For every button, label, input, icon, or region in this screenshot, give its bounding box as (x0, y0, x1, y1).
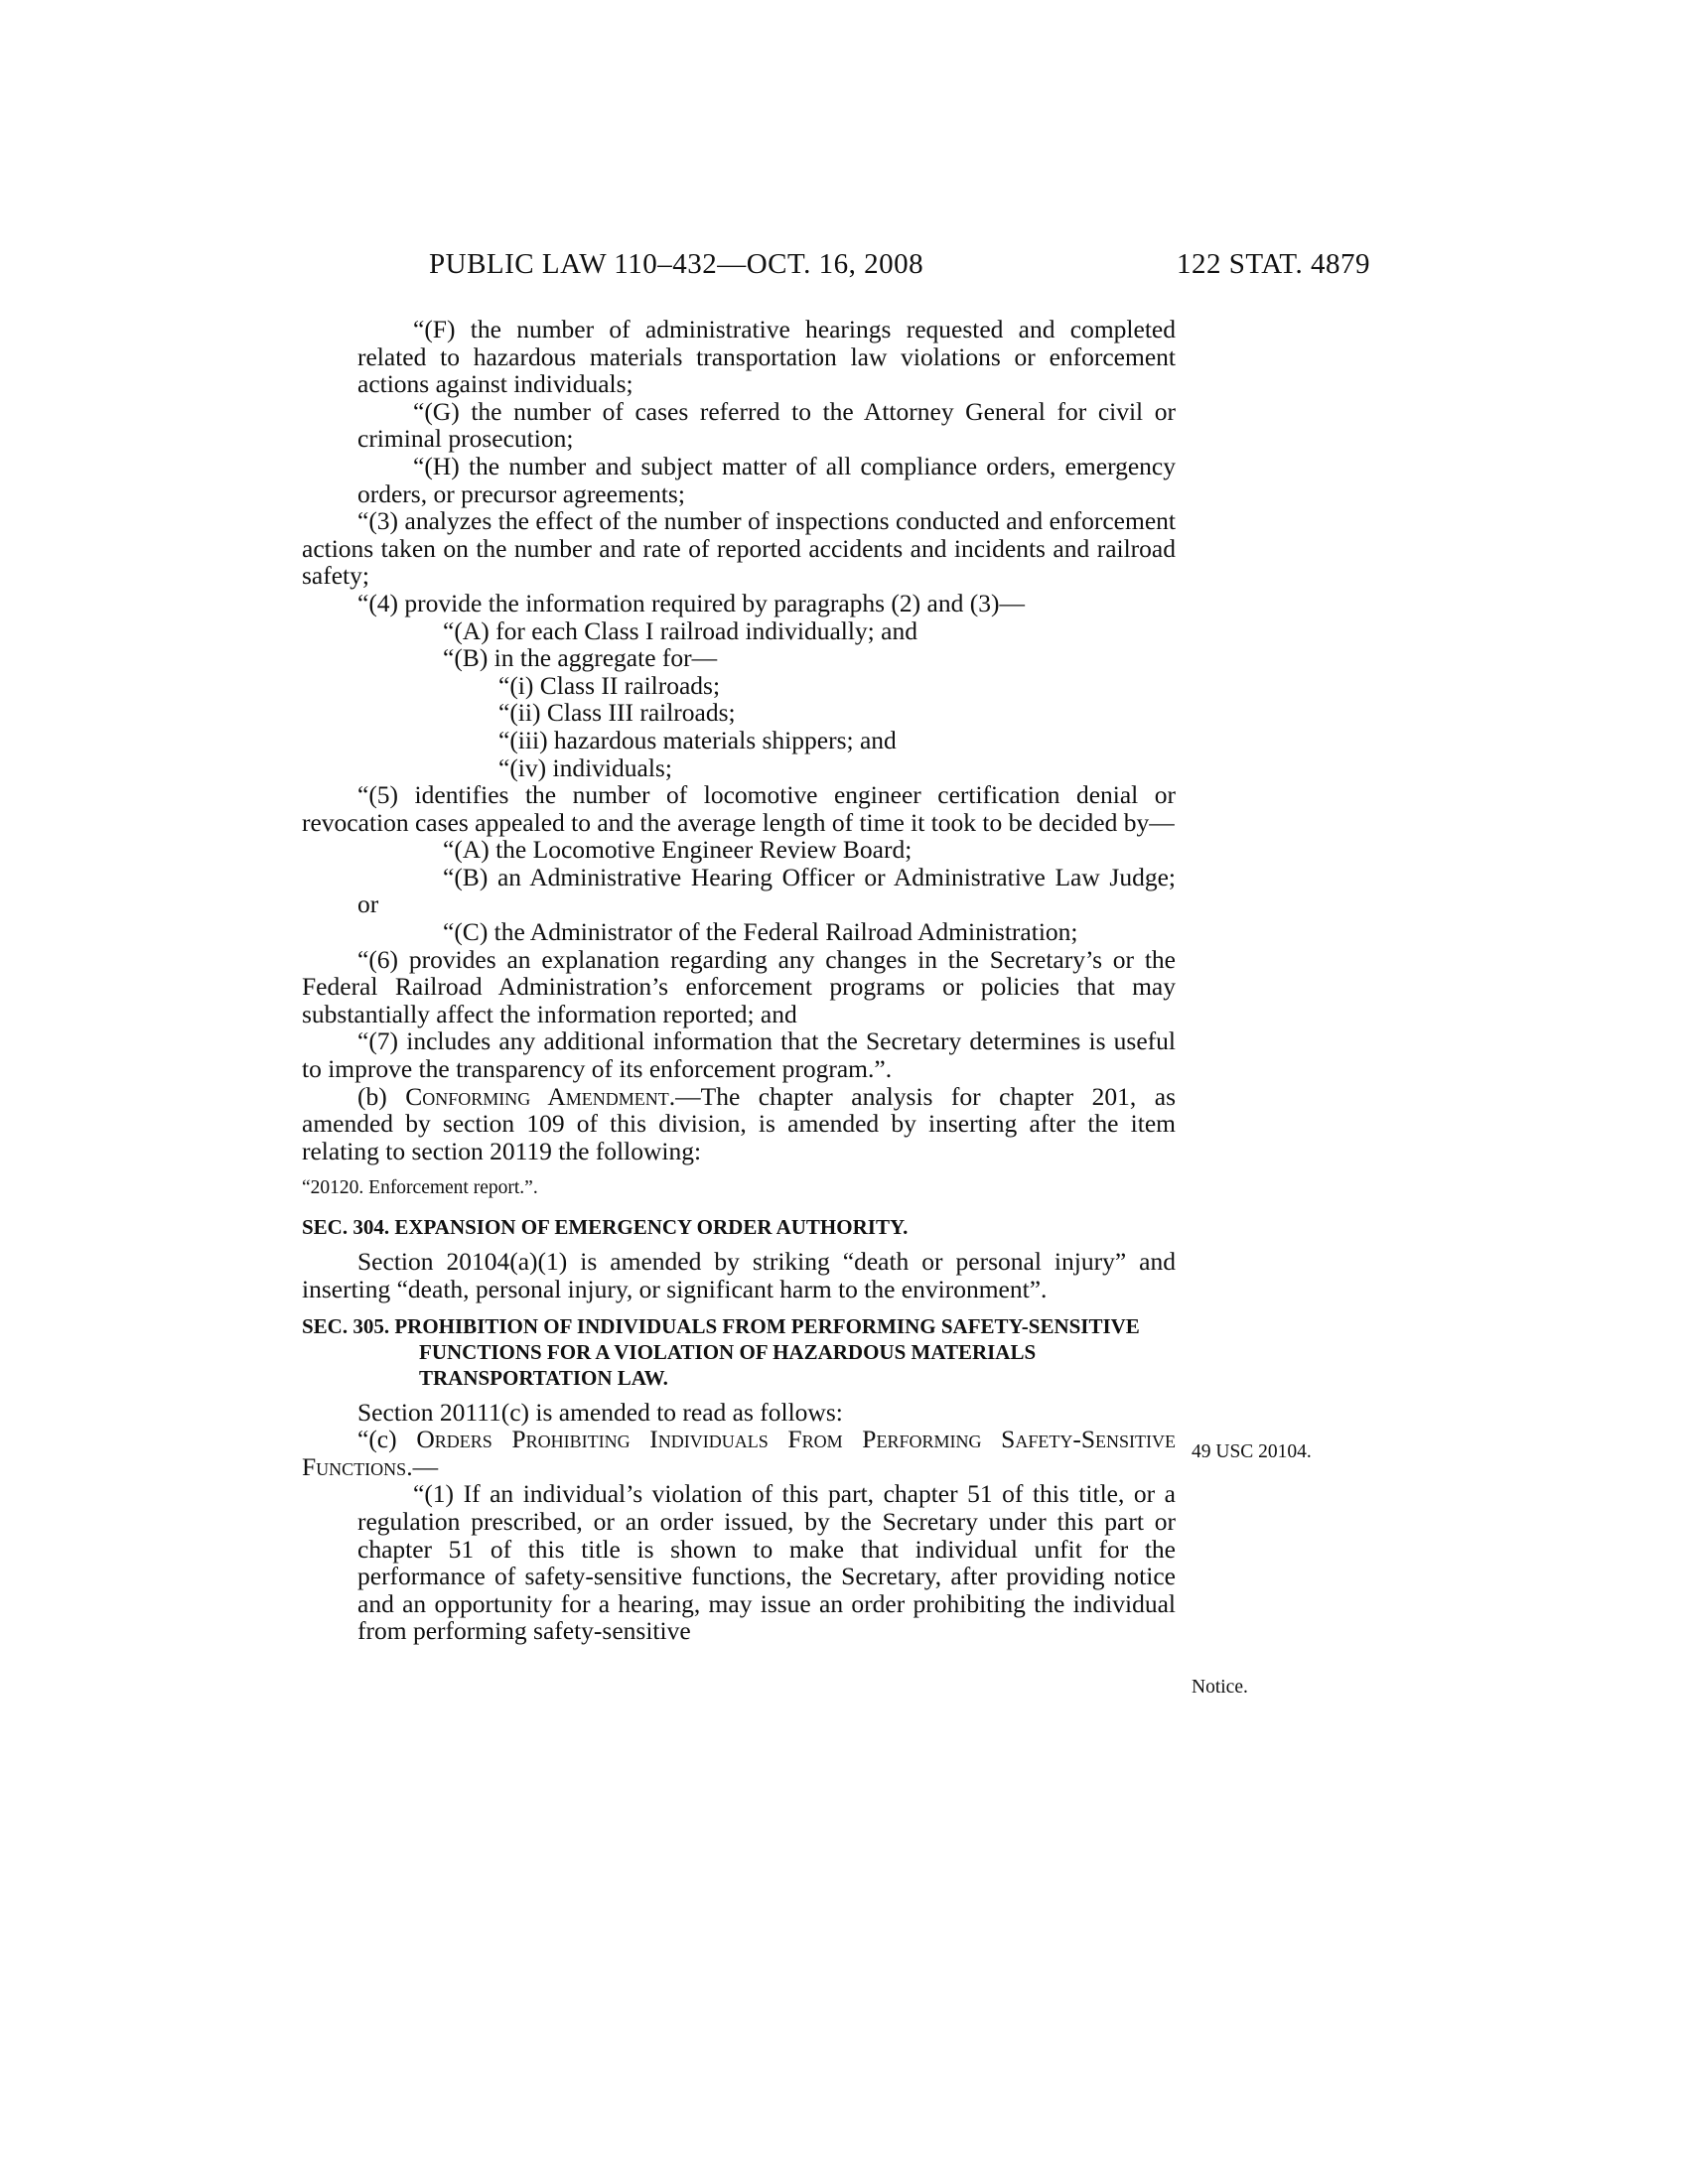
paragraph-4-b: “(B) in the aggregate for— (443, 643, 718, 673)
paragraph-3: “(3) analyzes the effect of the number of inspections conducted and enforcement actions taken on the number and rate of reported accidents and incidents and railroad safety; (302, 506, 1176, 591)
paragraph-6: “(6) provides an explanation regarding any changes in the Secretary’s or the Federal Railroad Administration’s enforcement programs or policies that may substantially affect the information reported; and (302, 944, 1176, 1028)
paragraph-h: “(H) the number and subject matter of all compliance orders, emergency orders, or precursor agreements; (357, 451, 1176, 508)
paragraph-4-b-i: “(i) Class II railroads; (498, 670, 721, 700)
margin-note-notice: Notice. (1192, 1677, 1248, 1698)
paragraph-5-b: “(B) an Administrative Hearing Officer or Administrative Law Judge; or (357, 862, 1176, 919)
chapter-analysis-item: “20120. Enforcement report.”. (302, 1177, 538, 1199)
paragraph-4-b-iii: “(iii) hazardous materials shippers; and (498, 725, 897, 754)
section-304-text: Section 20104(a)(1) is amended by striking “death or personal injury” and inserting “death, personal injury, or significant harm to the environment”. (302, 1247, 1176, 1303)
margin-note-usc: 49 USC 20104. (1192, 1441, 1312, 1462)
page-header (417, 248, 1370, 288)
statute-citation: 122 STAT. 4879 (1176, 248, 1370, 280)
subsection-c-label: “(c) (357, 1425, 397, 1454)
section-304-heading: SEC. 304. EXPANSION OF EMERGENCY ORDER AUTHORITY. (302, 1215, 909, 1240)
subsection-c-1: “(1) If an individual’s violation of this part, chapter 51 of this title, or a regulation prescribed, or an order issued, by the Secretary under this part or chapter 51 of this title is shown to make that individual unfit for the performance of safety-sensitive functions, the Secretary, after providing notice and an opportunity for a hearing, may issue an order prohibiting the individual from performing safety-sensitive (357, 1479, 1176, 1646)
running-head: PUBLIC LAW 110–432—OCT. 16, 2008 (429, 248, 924, 280)
paragraph-4-b-ii: “(ii) Class III railroads; (498, 698, 736, 728)
subsection-c-dash: .— (406, 1451, 439, 1481)
subsection-c-heading: Orders Prohibiting Individuals From Performing Safety-Sensitive Functions (302, 1425, 1177, 1481)
paragraph-4-b-iv: “(iv) individuals; (498, 752, 672, 782)
paragraph-5-c: “(C) the Administrator of the Federal Railroad Administration; (443, 917, 1078, 947)
section-305-intro: Section 20111(c) is amended to read as follows: (357, 1397, 843, 1427)
paragraph-5: “(5) identifies the number of locomotive engineer certification denial or revocation cases appealed to and the average length of time it took to be decided by— (302, 780, 1176, 837)
subsection-b-text: .—The chapter analysis for chapter 201, as amended by section 109 of this division, is amended by inserting after the item relating to section 20119 the following: (302, 1081, 1177, 1165)
paragraph-4-a: “(A) for each Class I railroad individually; and (443, 615, 917, 645)
subsection-c (302, 1426, 1176, 1480)
section-305-heading: SEC. 305. PROHIBITION OF INDIVIDUALS FROM PERFORMING SAFETY-SENSITIVE FUNCTIONS FOR A VIOLATION OF HAZARDOUS MATERIALS TRANSPORTATION LAW. (302, 1313, 1140, 1390)
spacer (302, 1303, 1176, 1309)
paragraph-4: “(4) provide the information required by paragraphs (2) and (3)— (357, 588, 1025, 617)
paragraph-g: “(G) the number of cases referred to the Attorney General for civil or criminal prosecution; (357, 396, 1176, 454)
paragraph-f: “(F) the number of administrative hearings requested and completed related to hazardous materials transportation law violations or enforcement actions against individuals; (357, 315, 1176, 399)
subsection-b (302, 1083, 1176, 1165)
body-text (302, 316, 1176, 1645)
paragraph-7: “(7) includes any additional information that the Secretary determines is useful to improve the transparency of its enforcement program.”. (302, 1026, 1176, 1084)
subsection-b-label: (b) (357, 1081, 387, 1111)
subsection-b-heading: Conforming Amendment (405, 1081, 669, 1111)
paragraph-5-a: “(A) the Locomotive Engineer Review Board; (443, 835, 913, 865)
